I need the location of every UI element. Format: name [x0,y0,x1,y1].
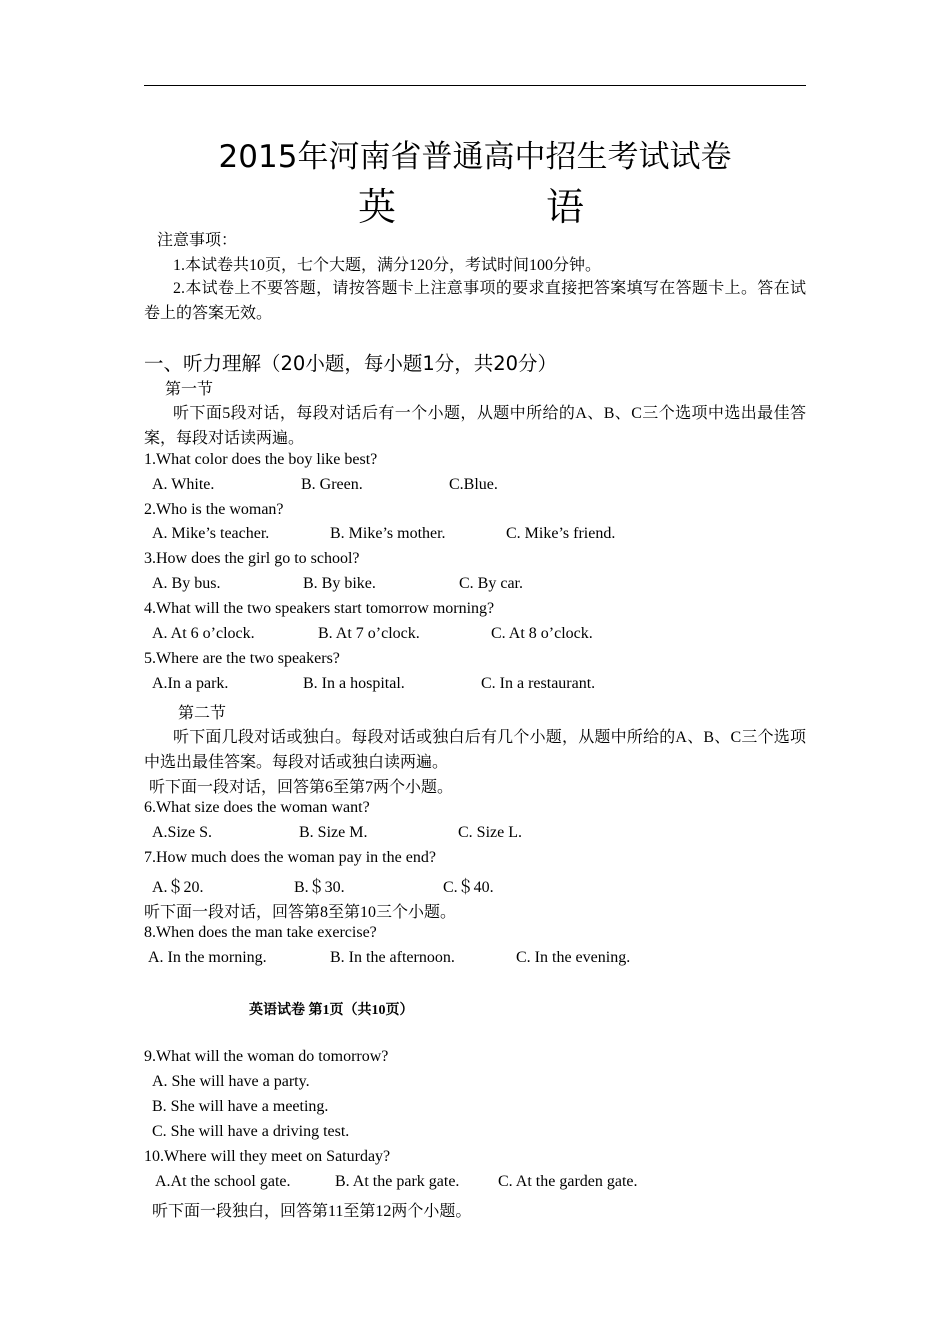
question-stem: 9.What will the woman do tomorrow? [144,1048,389,1065]
page-footer: 英语试卷 第1页（共10页） [249,1003,414,1018]
option-c: C. She will have a driving test. [152,1123,350,1140]
option-c: C. In a restaurant. [481,675,596,692]
notes-heading: 注意事项： [157,232,238,249]
option-b: B.＄30. [294,879,345,896]
option-a: A. White. [152,476,215,493]
question-stem: 4.What will the two speakers start tomorrow morning? [144,600,495,617]
intro-questions-11-12: 听下面一段独白，回答第11至第12两个小题。 [152,1203,472,1220]
option-c: C.Blue. [449,476,498,493]
subject-char-2: 语 [546,185,585,229]
option-b: B. She will have a meeting. [152,1098,329,1115]
option-a: A. In the morning. [148,949,267,966]
option-a: A.＄20. [152,879,204,896]
question-stem: 3.How does the girl go to school? [144,550,360,567]
section-1-title: 一、听力理解（20小题，每小题1分，共20分） [144,352,558,375]
part-1-instructions: 听下面5段对话，每段对话后有一个小题，从题中所给的A、B、C三个选项中选出最佳答案，每段对话读两遍。 [144,405,806,447]
question-stem: 10.Where will they meet on Saturday? [144,1148,391,1165]
option-b: B. Green. [301,476,363,493]
option-b: B. At 7 o’clock. [318,625,420,642]
option-c: C. Size L. [458,824,522,841]
option-a: A.At the school gate. [155,1173,291,1190]
intro-questions-6-7: 听下面一段对话，回答第6至第7两个小题。 [149,779,454,796]
notes-item-1: 1.本试卷共10页，七个大题，满分120分，考试时间100分钟。 [173,257,602,274]
option-a: A.Size S. [152,824,212,841]
question-stem: 1.What color does the boy like best? [144,451,378,468]
question-stem: 6.What size does the woman want? [144,799,370,816]
top-rule [144,85,806,86]
question-stem: 8.When does the man take exercise? [144,924,377,941]
exam-title: 2015年河南省普通高中招生考试试卷 [218,139,732,175]
option-c: C. At 8 o’clock. [491,625,593,642]
option-c: C. By car. [459,575,523,592]
option-a: A.In a park. [152,675,229,692]
question-stem: 2.Who is the woman? [144,501,284,518]
option-b: B. In a hospital. [303,675,405,692]
part-1-label: 第一节 [165,381,214,398]
option-a: A. At 6 o’clock. [152,625,255,642]
option-b: B. Mike’s mother. [330,525,446,542]
question-stem: 5.Where are the two speakers? [144,650,340,667]
intro-questions-8-10: 听下面一段对话，回答第8至第10三个小题。 [144,904,457,921]
notes-item-2: 2.本试卷上不要答题，请按答题卡上注意事项的要求直接把答案填写在答题卡上。答在试卷上的答案无效。 [144,280,806,322]
option-c: C. Mike’s friend. [506,525,616,542]
option-c: C.＄40. [443,879,494,896]
question-stem: 7.How much does the woman pay in the end? [144,849,436,866]
option-b: B. By bike. [303,575,376,592]
option-b: B. Size M. [299,824,368,841]
option-b: B. In the afternoon. [330,949,455,966]
part-2-instructions: 听下面几段对话或独白。每段对话或独白后有几个小题，从题中所给的A、B、C三个选项中选出最佳答案。每段对话或独白读两遍。 [144,729,806,771]
option-a: A. Mike’s teacher. [152,525,270,542]
option-b: B. At the park gate. [335,1173,460,1190]
part-2-label: 第二节 [178,705,227,722]
option-c: C. In the evening. [516,949,631,966]
option-a: A. By bus. [152,575,221,592]
option-a: A. She will have a party. [152,1073,310,1090]
subject-char-1: 英 [358,185,397,229]
option-c: C. At the garden gate. [498,1173,638,1190]
